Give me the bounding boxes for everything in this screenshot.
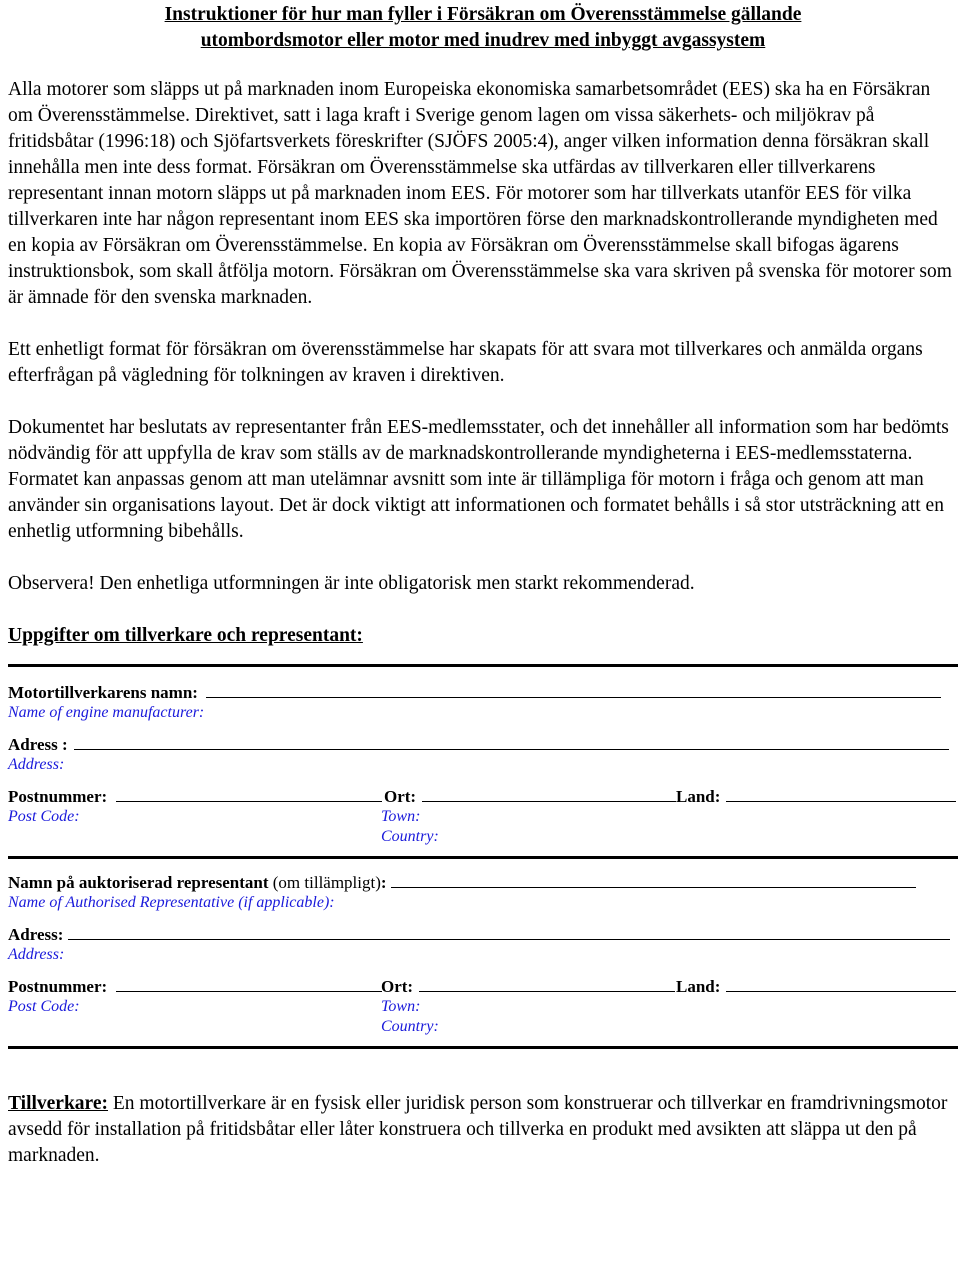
rep-postcode-town-country-row <box>8 977 958 997</box>
rep-town-label: Ort: <box>381 977 414 996</box>
rep-address-english: Address: <box>8 946 65 963</box>
rep-name-english: Name of Authorised Representative <box>8 894 235 911</box>
block-bottom-rule <box>8 1046 958 1049</box>
manufacturer-name-row <box>8 683 958 703</box>
rep-name-label-qualifier: (om tillämpligt) <box>268 873 381 892</box>
rep-address-label: Adress: <box>8 925 64 944</box>
town-english: Town: <box>381 808 421 825</box>
rep-country-field[interactable] <box>726 977 956 992</box>
paragraph-format: Ett enhetligt format för försäkran om överensstämmelse har skapats för att svara mot tillverkares och anmälda organs efterfrågan på vägledning för tolkningen av kraven i direktiven. <box>8 339 923 386</box>
paragraph-note: Observera! Den enhetliga utformningen är inte obligatorisk men starkt rekommenderad. <box>8 573 695 594</box>
postcode-town-english-row <box>8 807 958 827</box>
title-line-1: Instruktioner för hur man fyller i Försäkran om Överensstämmelse gällande <box>164 4 802 25</box>
address-field[interactable] <box>74 735 949 750</box>
postcode-english: Post Code: <box>8 808 80 825</box>
rep-address-row <box>8 925 958 945</box>
rep-postcode-english: Post Code: <box>8 998 80 1015</box>
rep-name-english-qualifier: (if applicable): <box>234 894 335 911</box>
rep-name-label-colon: : <box>380 873 387 892</box>
rep-postcode-town-english-row <box>8 997 958 1017</box>
definition-text: En motortillverkare är en fysisk eller juridisk person som konstruerar och tillverkar en framdrivningsmotor avsedd för installation på fritidsbåtar eller låter konstruera och tillverka en produkt med avsikten att släppa ut den på marknaden. <box>8 1093 948 1166</box>
manufacturer-name-english: Name of engine manufacturer: <box>8 704 205 721</box>
country-english-row <box>8 827 958 847</box>
rep-town-english: Town: <box>381 998 421 1015</box>
town-label: Ort: <box>384 787 417 806</box>
rep-name-english-row <box>8 893 958 913</box>
document-title <box>8 2 958 54</box>
address-label: Adress : <box>8 735 68 754</box>
rep-country-english: Country: <box>381 1018 439 1035</box>
rep-postcode-label: Postnummer: <box>8 977 108 996</box>
rep-country-label: Land: <box>676 977 721 996</box>
definition-term: Tillverkare: <box>8 1093 109 1114</box>
rep-town-field[interactable] <box>419 977 675 992</box>
paragraph-decision: Dokumentet har beslutats av representanter från EES-medlemsstater, och det innehåller all information som har bedömts nödvändig för att uppfylla de krav som ställs av de marknadskontrollerande myndigheterna i EES-medlemsstaterna. Formatet kan anpassas genom att man utelämnar avsnitt som inte är tillämpliga för motorn i fråga och genom att man använder sin organisations layout. Det är dock viktigt att informationen och formatet behålls i så stor utsträckning att en enhetlig utformning bibehålls. <box>8 417 949 542</box>
rep-name-label: Namn på auktoriserad representant <box>8 873 269 892</box>
rep-country-english-row <box>8 1017 958 1037</box>
manufacturer-name-label: Motortillverkarens namn: <box>8 683 198 702</box>
title-line-2: utombordsmotor eller motor med inudrev med inbyggt avgassystem <box>200 30 766 51</box>
document-page <box>8 0 958 1169</box>
postcode-field[interactable] <box>116 787 382 802</box>
section-heading: Uppgifter om tillverkare och representant: <box>8 625 363 646</box>
country-field[interactable] <box>726 787 956 802</box>
paragraph-intro: Alla motorer som släpps ut på marknaden inom Europeiska ekonomiska samarbetsområdet (EES) ska ha en Försäkran om Överensstämmelse. Direktivet, satt i laga kraft i Sverige genom lagen om vissa säkerhets- och miljökrav på fritidsbåtar (1996:18) och Sjöfartsverkets föreskrifter (SJÖFS 2005:4), anger vilken information denna försäkran skall innehålla men inte dess format. Försäkran om Överensstämmelse ska utfärdas av tillverkaren eller tillverkarens representant innan motorn släpps ut på marknaden inom EES. För motorer som har tillverkats utanför EES för vilka tillverkaren inte har någon representant inom EES ska importören förse den marknadskontrollerande myndigheten med en kopia av Försäkran om Överensstämmelse. En kopia av Försäkran om Överensstämmelse skall bifogas ägarens instruktionsbok, som skall åtfölja motorn. Försäkran om Överensstämmelse ska vara skriven på svenska för motorer som är ämnade för den svenska marknaden. <box>8 79 952 308</box>
block-top-rule <box>8 664 958 667</box>
country-english: Country: <box>381 828 439 845</box>
rep-address-field[interactable] <box>68 925 950 940</box>
rep-postcode-field[interactable] <box>116 977 382 992</box>
rep-name-row <box>8 873 958 893</box>
postcode-town-country-row <box>8 787 958 807</box>
definition-paragraph <box>8 1091 958 1169</box>
block-middle-rule <box>8 856 958 859</box>
country-label: Land: <box>676 787 721 806</box>
address-english: Address: <box>8 756 65 773</box>
town-field[interactable] <box>422 787 676 802</box>
address-row <box>8 735 958 755</box>
manufacturer-name-field[interactable] <box>206 683 941 698</box>
rep-name-field[interactable] <box>391 873 916 888</box>
postcode-label: Postnummer: <box>8 787 108 806</box>
